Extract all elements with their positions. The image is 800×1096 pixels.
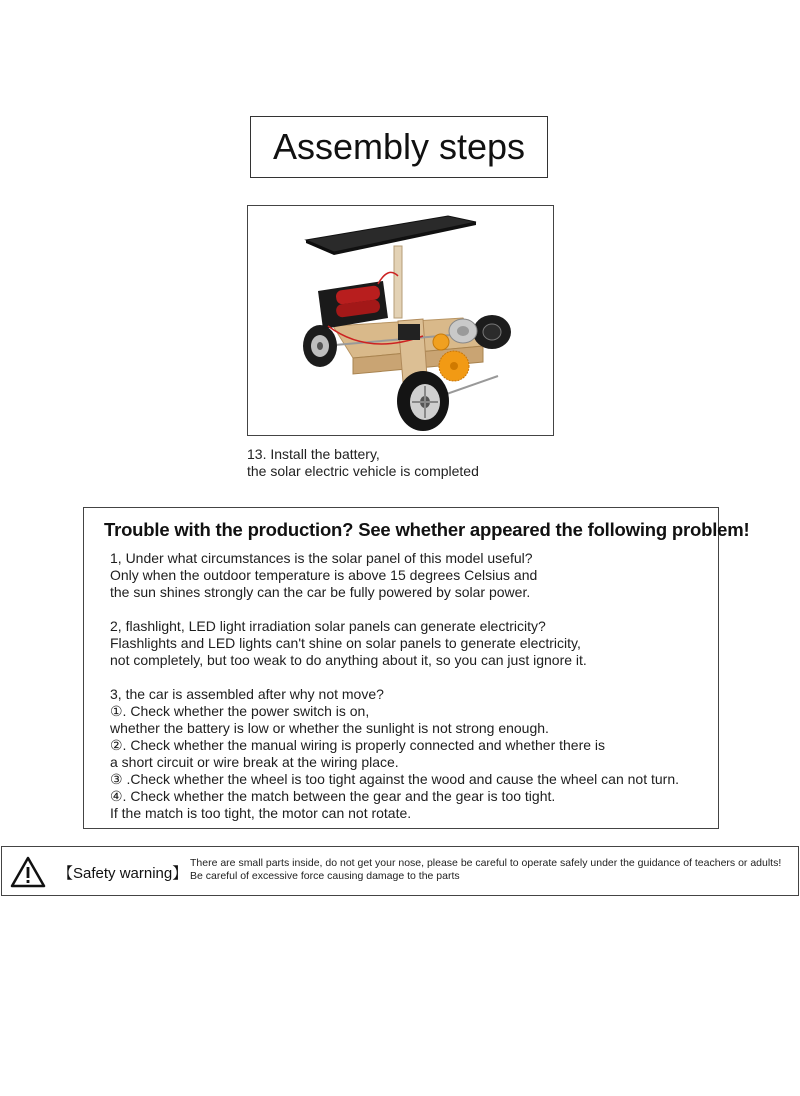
warning-triangle-icon [10,855,46,889]
safety-line: There are small parts inside, do not get your nose, please be careful to operate safely under the guidance of teachers or adults! [190,857,782,869]
faq-question: 2, flashlight, LED light irradiation solar panels can generate electricity? [110,618,546,634]
page-title: Assembly steps [250,116,548,178]
faq-answer: whether the battery is low or whether the sunlight is not strong enough. [110,720,549,736]
troubleshooting-panel [83,507,750,829]
faq-answer: ④. Check whether the match between the gear and the gear is too tight. [110,788,556,804]
faq-question: 1, Under what circumstances is the solar panel of this model useful? [110,550,533,566]
faq-answer: a short circuit or wire break at the wiring place. [110,754,399,770]
faq-answer: ②. Check whether the manual wiring is properly connected and whether there is [110,737,606,753]
troubleshooting-body [110,550,679,822]
faq-answer: not completely, but too weak to do anything about it, so you can just ignore it. [110,652,587,668]
photo-caption [247,446,479,480]
faq-answer: ①. Check whether the power switch is on, [110,703,370,719]
safety-warning-text [190,857,781,883]
faq-answer: the sun shines strongly can the car be fully powered by solar power. [110,584,531,600]
safety-line: Be careful of excessive force causing damage to the parts [190,870,460,882]
faq-answer: ③ .Check whether the wheel is too tight against the wood and cause the wheel can not turn. [110,771,680,787]
faq-answer: Only when the outdoor temperature is above 15 degrees Celsius and [110,567,538,583]
solar-car-illustration [248,206,553,435]
troubleshooting-heading: Trouble with the production? See whether appeared the following problem! [104,519,750,540]
safety-warning-panel [1,846,799,896]
solar-car-photo [247,205,554,436]
caption-line: 13. Install the battery, [247,446,380,462]
safety-warning-label: 【Safety warning】 [58,865,188,882]
caption-line: the solar electric vehicle is completed [247,463,479,479]
faq-answer: If the match is too tight, the motor can not rotate. [110,805,412,821]
faq-question: 3, the car is assembled after why not move? [110,686,384,702]
faq-answer: Flashlights and LED lights can't shine on solar panels to generate electricity, [110,635,581,651]
